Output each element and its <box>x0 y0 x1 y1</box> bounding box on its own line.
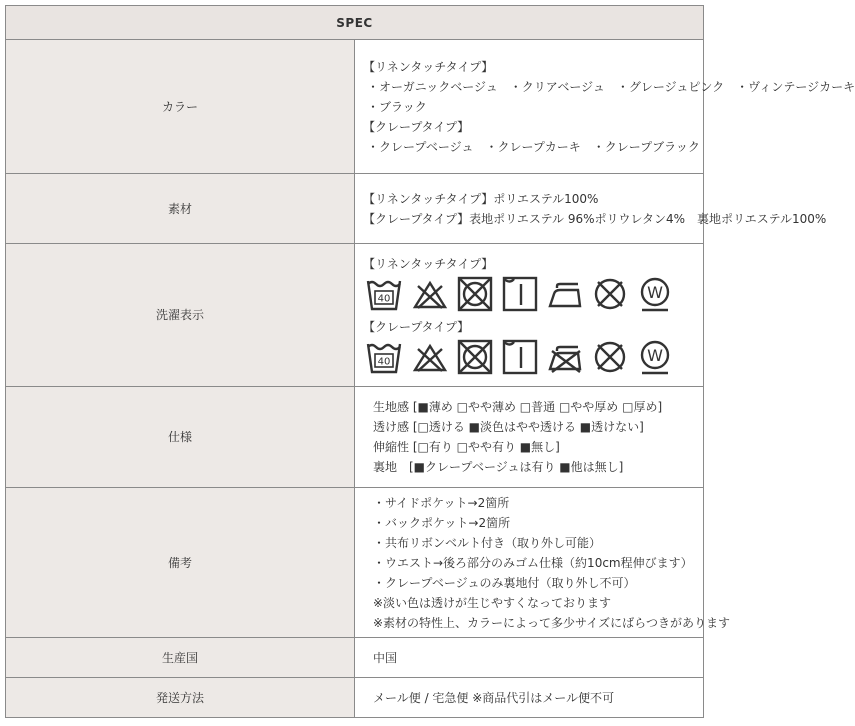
value-origin <box>355 638 704 678</box>
row-origin <box>6 638 704 678</box>
material-line: 【リネンタッチタイプ】ポリエステル100% <box>363 191 599 206</box>
color-line: 【リネンタッチタイプ】 <box>363 59 494 74</box>
label-color: カラー <box>6 40 355 174</box>
row-care <box>6 244 704 387</box>
value-details <box>355 387 704 488</box>
wash-temp-text: 40 <box>377 356 391 367</box>
label-origin: 生産国 <box>6 638 355 678</box>
row-details <box>6 387 704 488</box>
wet-clean-letter: W <box>647 345 663 365</box>
line-dry-icon <box>502 339 538 375</box>
color-line: ・クレープベージュ ・クレープカーキ ・クレープブラック <box>367 139 700 154</box>
shipping-value: メール便 / 宅急便 ※商品代引はメール便不可 <box>373 690 615 705</box>
wet-clean-letter: W <box>647 282 663 302</box>
notes-line: ・バックポケット→2箇所 <box>373 515 511 530</box>
wet-clean-icon <box>637 276 673 312</box>
no-bleach-icon <box>412 339 448 375</box>
label-care: 洗濯表示 <box>6 244 355 387</box>
line-dry-icon <box>502 276 538 312</box>
color-line: ・ブラック <box>367 99 427 114</box>
no-tumble-dry-icon <box>457 339 493 375</box>
no-dry-clean-icon <box>592 339 628 375</box>
notes-line: ※淡い色は透けが生じやすくなっております <box>373 595 612 610</box>
spec-title: SPEC <box>6 6 704 40</box>
details-line: 裏地 [■クレープベージュは有り ■他は無し] <box>373 460 624 474</box>
iron-icon <box>547 276 583 312</box>
details-line: 透け感 [□透ける ■淡色はやや透ける ■透けない] <box>373 420 644 434</box>
color-line: ・オーガニックベージュ ・クリアベージュ ・グレージュピンク ・ヴィンテージカーキ <box>367 79 855 94</box>
value-care <box>355 244 704 387</box>
wet-clean-icon <box>637 339 673 375</box>
row-notes <box>6 488 704 638</box>
care-crepe-title: 【クレープタイプ】 <box>363 319 470 334</box>
wash-temp-text: 40 <box>377 293 391 304</box>
row-color <box>6 40 704 174</box>
details-line: 伸縮性 [□有り □やや有り ■無し] <box>373 440 560 454</box>
care-linen-title: 【リネンタッチタイプ】 <box>363 256 494 271</box>
value-material <box>355 174 827 244</box>
label-shipping: 発送方法 <box>6 678 355 718</box>
value-notes <box>355 488 730 638</box>
origin-value: 中国 <box>373 650 398 665</box>
color-line: 【クレープタイプ】 <box>363 119 470 134</box>
spec-table <box>5 5 855 718</box>
wash-40-icon <box>365 339 403 375</box>
row-material <box>6 174 704 244</box>
label-details: 仕様 <box>6 387 355 488</box>
care-icons-crepe <box>363 337 703 377</box>
notes-line: ・ウエスト→後ろ部分のみゴム仕様（約10cm程伸びます） <box>373 555 693 570</box>
label-notes: 備考 <box>6 488 355 638</box>
no-dry-clean-icon <box>592 276 628 312</box>
no-iron-icon <box>547 339 583 375</box>
notes-line: ・クレープベージュのみ裏地付（取り外し不可） <box>373 575 636 590</box>
care-icons-linen <box>363 274 703 314</box>
value-color <box>355 40 855 174</box>
label-material: 素材 <box>6 174 355 244</box>
notes-line: ・共布リボンベルト付き（取り外し可能） <box>373 535 602 550</box>
value-shipping <box>355 678 704 718</box>
wash-40-icon <box>365 276 403 312</box>
no-tumble-dry-icon <box>457 276 493 312</box>
notes-line: ・サイドポケット→2箇所 <box>373 495 510 510</box>
material-line: 【クレープタイプ】表地ポリエステル 96%ポリウレタン4% 裏地ポリエステル100% <box>363 211 827 226</box>
details-line: 生地感 [■薄め □やや薄め □普通 □やや厚め □厚め] <box>373 400 663 414</box>
no-bleach-icon <box>412 276 448 312</box>
row-shipping <box>6 678 704 718</box>
notes-line: ※素材の特性上、カラーによって多少サイズにばらつきがあります <box>373 615 730 630</box>
